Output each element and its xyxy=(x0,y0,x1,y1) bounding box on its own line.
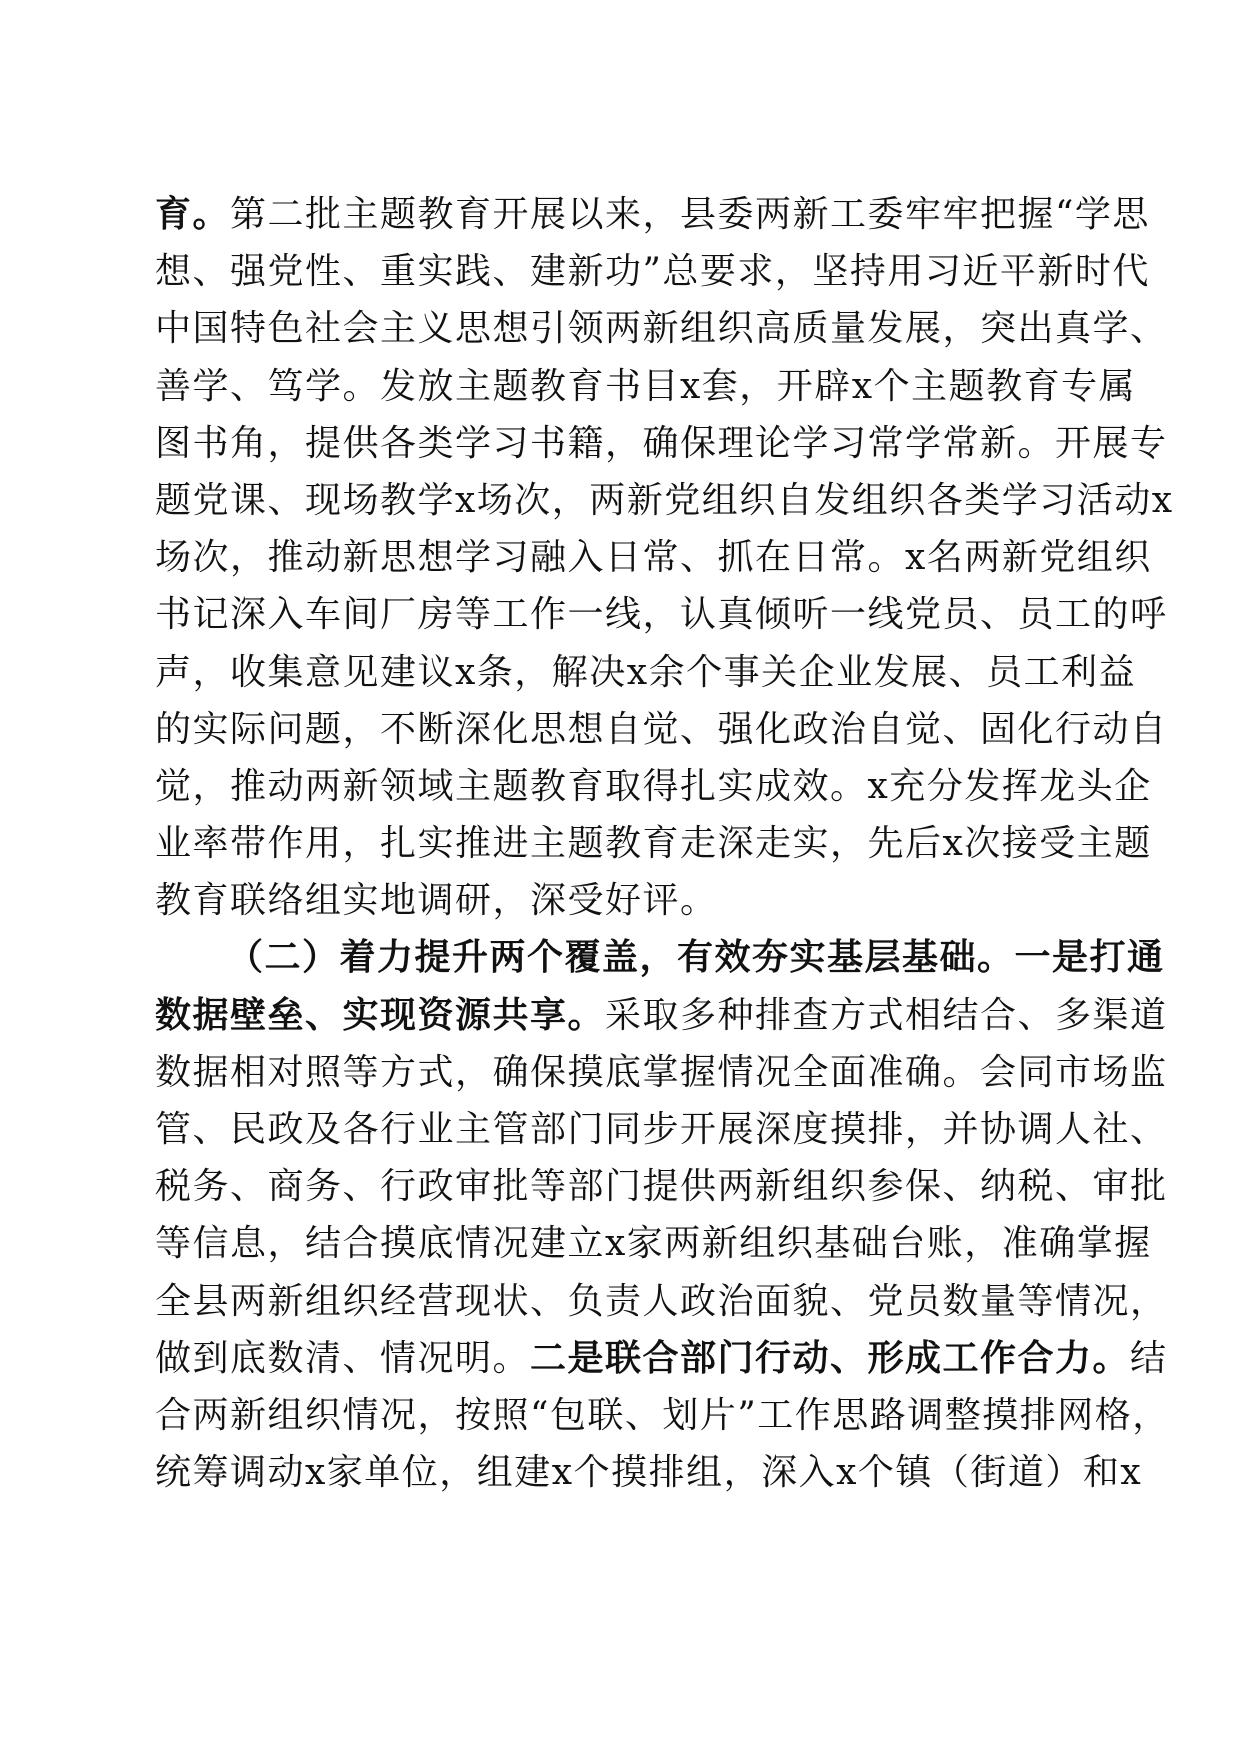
bold-subheading-2: 二是联合部门行动、形成工作合力。 xyxy=(530,1336,1131,1379)
paragraph-2-line-10: 统筹调动x家单位，组建x个摸排组，深入x个镇（街道）和x xyxy=(155,1452,1143,1494)
paragraph-1-line-5: 图书角，提供各类学习书籍，确保理论学习常学常新。开展专 xyxy=(155,422,1168,464)
paragraph-2-line-7: 全县两新组织经营现状、负责人政治面貌、党员数量等情况， xyxy=(155,1280,1168,1322)
paragraph-1-line-3: 中国特色社会主义思想引领两新组织高质量发展，突出真学、 xyxy=(155,308,1168,350)
section-heading-2: （二）着力提升两个覆盖，有效夯实基层基础。一是打通 xyxy=(227,936,1165,979)
bold-subheading-1: 数据壁垒、实现资源共享。 xyxy=(155,993,606,1036)
paragraph-2-line-9: 合两新组织情况，按照“包联、划片”工作思路调整摸排网格， xyxy=(155,1394,1170,1436)
paragraph-1-line-12: 业率带作用，扎实推进主题教育走深走实，先后x次接受主题 xyxy=(155,823,1152,865)
body-text xyxy=(155,186,1174,1501)
paragraph-1-line-11: 觉，推动两新领域主题教育取得扎实成效。x充分发挥龙头企 xyxy=(155,765,1152,807)
paragraph-1-line-2: 想、强党性、重实践、建新功”总要求，坚持用习近平新时代 xyxy=(155,251,1150,293)
paragraph-1-line-7: 场次，推动新思想学习融入日常、抓在日常。x名两新党组织 xyxy=(155,537,1152,579)
paragraph-1-line-9: 声，收集意见建议x条，解决x余个事关企业发展、员工利益 xyxy=(155,651,1137,693)
paragraph-1-line-10: 的实际问题，不断深化思想自觉、强化政治自觉、固化行动自 xyxy=(155,708,1168,750)
paragraph-1-line-1: 育。第二批主题教育开展以来，县委两新工委牢牢把握“学思 xyxy=(155,193,1150,235)
paragraph-2-line-6: 等信息，结合摸底情况建立x家两新组织基础台账，准确掌握 xyxy=(155,1223,1152,1265)
paragraph-1-line-8: 书记深入车间厂房等工作一线，认真倾听一线党员、员工的呼 xyxy=(155,594,1168,636)
paragraph-1-line-4: 善学、笃学。发放主题教育书目x套，开辟x个主题教育专属 xyxy=(155,365,1137,407)
paragraph-2-line-4: 管、民政及各行业主管部门同步开展深度摸排，并协调人社、 xyxy=(155,1109,1168,1150)
bold-lead: 育。 xyxy=(155,193,231,235)
paragraph-2-line-2: 数据壁垒、实现资源共享。采取多种排查方式相结合、多渠道 xyxy=(155,993,1168,1036)
paragraph-1-line-6: 题党课、现场教学x场次，两新党组织自发组织各类学习活动x xyxy=(155,479,1174,521)
paragraph-2-line-3: 数据相对照等方式，确保摸底掌握情况全面准确。会同市场监 xyxy=(155,1051,1168,1093)
paragraph-2-line-8: 做到底数清、情况明。二是联合部门行动、形成工作合力。结 xyxy=(155,1336,1168,1379)
paragraph-1-line-13: 教育联络组实地调研，深受好评。 xyxy=(155,880,718,922)
paragraph-2-line-5: 税务、商务、行政审批等部门提供两新组织参保、纳税、审批 xyxy=(155,1166,1168,1208)
